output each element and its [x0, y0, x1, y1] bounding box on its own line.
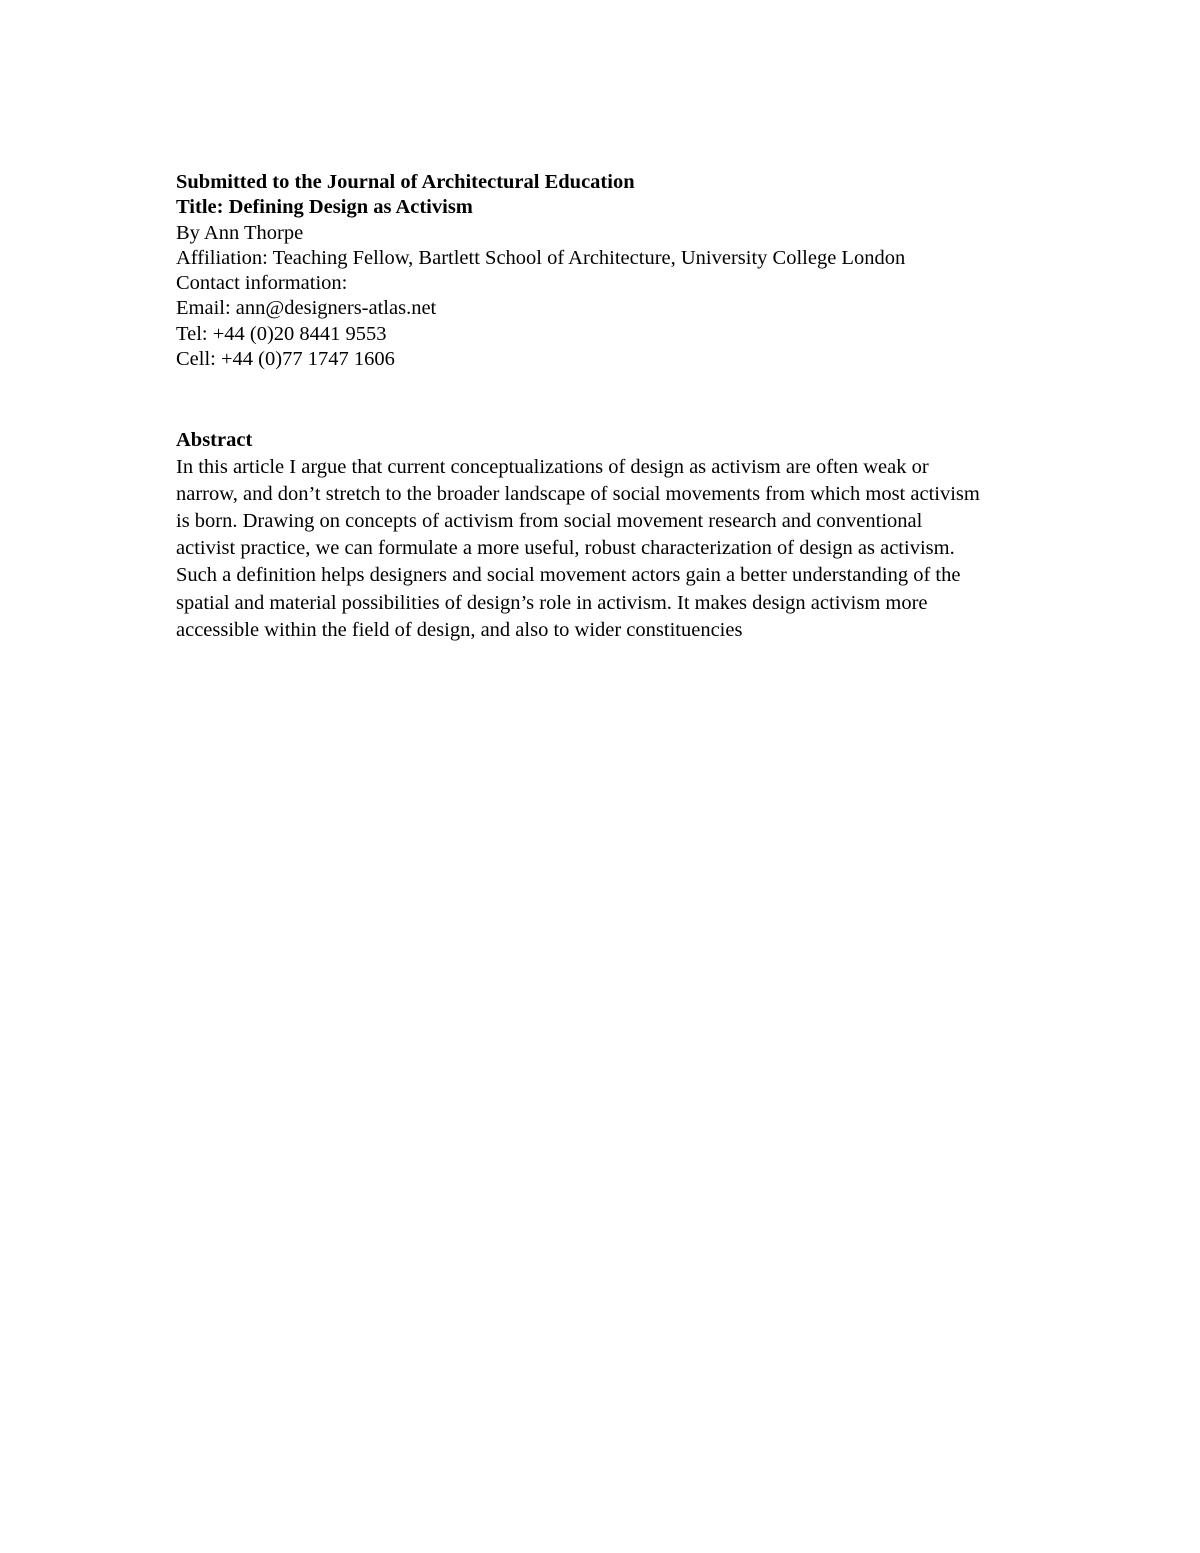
cell-line: Cell: +44 (0)77 1747 1606 — [176, 348, 395, 371]
abstract-line: Such a definition helps designers and social movement actors gain a better understanding of the — [176, 564, 961, 587]
abstract-line: In this article I argue that current conceptualizations of design as activism are often weak or — [176, 455, 929, 478]
abstract-line: narrow, and don’t stretch to the broader landscape of social movements from which most activism — [176, 482, 980, 505]
affiliation-line: Affiliation: Teaching Fellow, Bartlett School of Architecture, University College London — [176, 246, 906, 269]
abstract-line: spatial and material possibilities of design’s role in activism. It makes design activism more — [176, 591, 928, 614]
author-line: By Ann Thorpe — [176, 221, 304, 244]
abstract-heading: Abstract — [176, 429, 253, 452]
submission-note: Submitted to the Journal of Architectural Education — [176, 171, 635, 193]
contact-heading: Contact information: — [176, 272, 348, 295]
abstract-line: accessible within the field of design, and also to wider constituencies — [176, 618, 743, 641]
paper-title: Title: Defining Design as Activism — [176, 196, 473, 219]
section-gap — [176, 372, 1036, 428]
tel-line: Tel: +44 (0)20 8441 9553 — [176, 322, 387, 345]
abstract-paragraph — [176, 454, 1036, 644]
abstract-line: activist practice, we can formulate a more useful, robust characterization of design as activism. — [176, 537, 955, 560]
abstract-line: is born. Drawing on concepts of activism from social movement research and conventional — [176, 510, 923, 533]
email-line: Email: ann@designers-atlas.net — [176, 297, 437, 320]
title-page-text — [176, 170, 1036, 644]
